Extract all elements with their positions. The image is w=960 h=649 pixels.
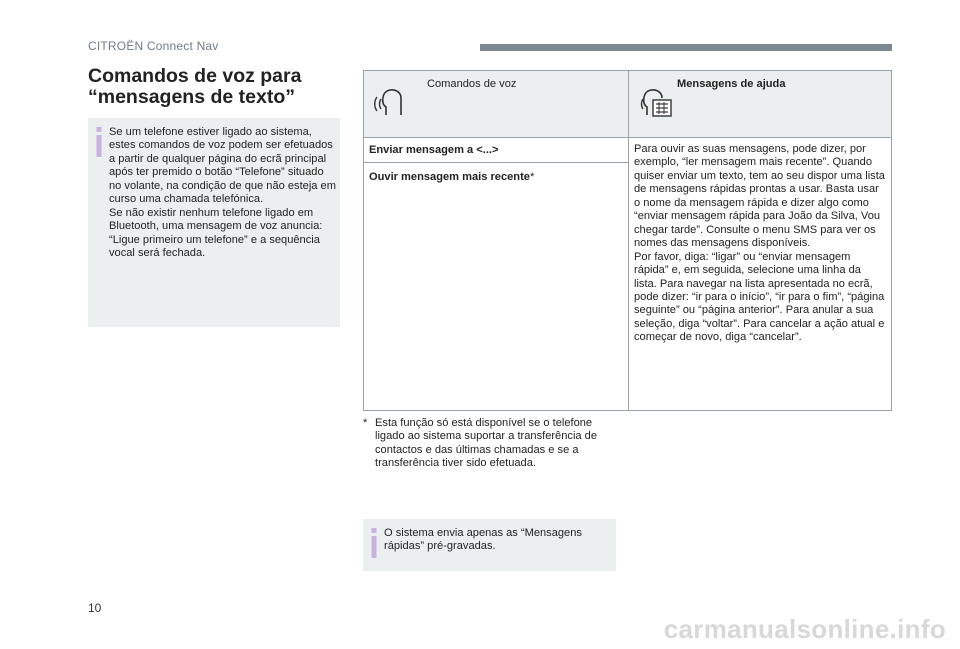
footnote-marker: *	[363, 417, 368, 429]
table-header-right-label: Mensagens de ajuda	[677, 78, 786, 90]
footnote-marker: *	[529, 171, 535, 183]
manual-header-title: CITROËN Connect Nav	[88, 39, 219, 53]
help-paragraph: Para ouvir as suas mensagens, pode dizer, por exemplo, “ler mensagem mais recente”. Quando quiser enviar um texto, tem ao seu dispor uma lista de mensagens rápidas prontas a usar. Basta usar o nome da mensagem rápida e dizer algo como “enviar mensagem rápida para João da Silva, Vou chegar tarde”. Consulte o menu SMS para ver os nomes das mensagens disponíveis.	[634, 143, 885, 250]
info-text	[109, 126, 337, 261]
voice-command-table	[363, 70, 892, 411]
info-paragraph: Se não existir nenhum telefone ligado em Bluetooth, uma mensagem de voz anuncia: “Ligue primeiro um telefone” e a sequência vocal será fechada.	[109, 206, 323, 260]
table-header-help-messages	[629, 71, 891, 137]
footnote	[363, 417, 621, 471]
info-icon	[369, 528, 379, 558]
info-paragraph: Se um telefone estiver ligado ao sistema, estes comandos de voz podem ser efetuados a partir de qualquer página do ecrã principal após ter premido o botão “Telefone” situado no volante, na condição de que não esteja em curso uma chamada telefónica.	[109, 126, 336, 206]
command-label: Enviar mensagem a <...>	[369, 144, 499, 156]
table-header-voice-commands	[364, 71, 629, 137]
info-box-phone	[88, 118, 340, 327]
watermark: carmanualsonline.info	[663, 614, 946, 644]
page-number: 10	[88, 601, 102, 615]
section-title: Comandos de voz para “mensagens de texto”	[88, 65, 302, 108]
command-read-latest-message	[369, 171, 534, 183]
footnote-text: Esta função só está disponível se o telefone ligado ao sistema suportar a transferência de contactos e das últimas chamadas e se a transferência tiver sido efetuada.	[375, 417, 597, 470]
voice-command-icon	[374, 85, 408, 119]
info-box-quick-messages	[363, 519, 616, 571]
command-label: Ouvir mensagem mais recente	[369, 171, 530, 183]
table-divider	[364, 162, 628, 163]
table-divider	[628, 137, 629, 410]
help-message-icon	[639, 85, 673, 119]
command-send-message	[369, 144, 499, 156]
help-paragraph: Por favor, diga: “ligar” ou “enviar mensagem rápida” e, em seguida, selecione uma linha da lista. Para navegar na lista apresentada no ecrã, pode dizer: “ir para o início”, “ir para o fim”, “página seguinte” ou “página anterior”. Para anular a sua seleção, diga “voltar”. Para cancelar a ação atual e começar de novo, diga “cancelar”.	[634, 250, 885, 344]
info-text: O sistema envia apenas as “Mensagens rápidas” pré-gravadas.	[384, 527, 582, 553]
info-icon	[94, 127, 104, 157]
help-message-text	[634, 143, 886, 345]
header-bar	[480, 44, 892, 51]
table-header-left-label: Comandos de voz	[427, 78, 517, 90]
